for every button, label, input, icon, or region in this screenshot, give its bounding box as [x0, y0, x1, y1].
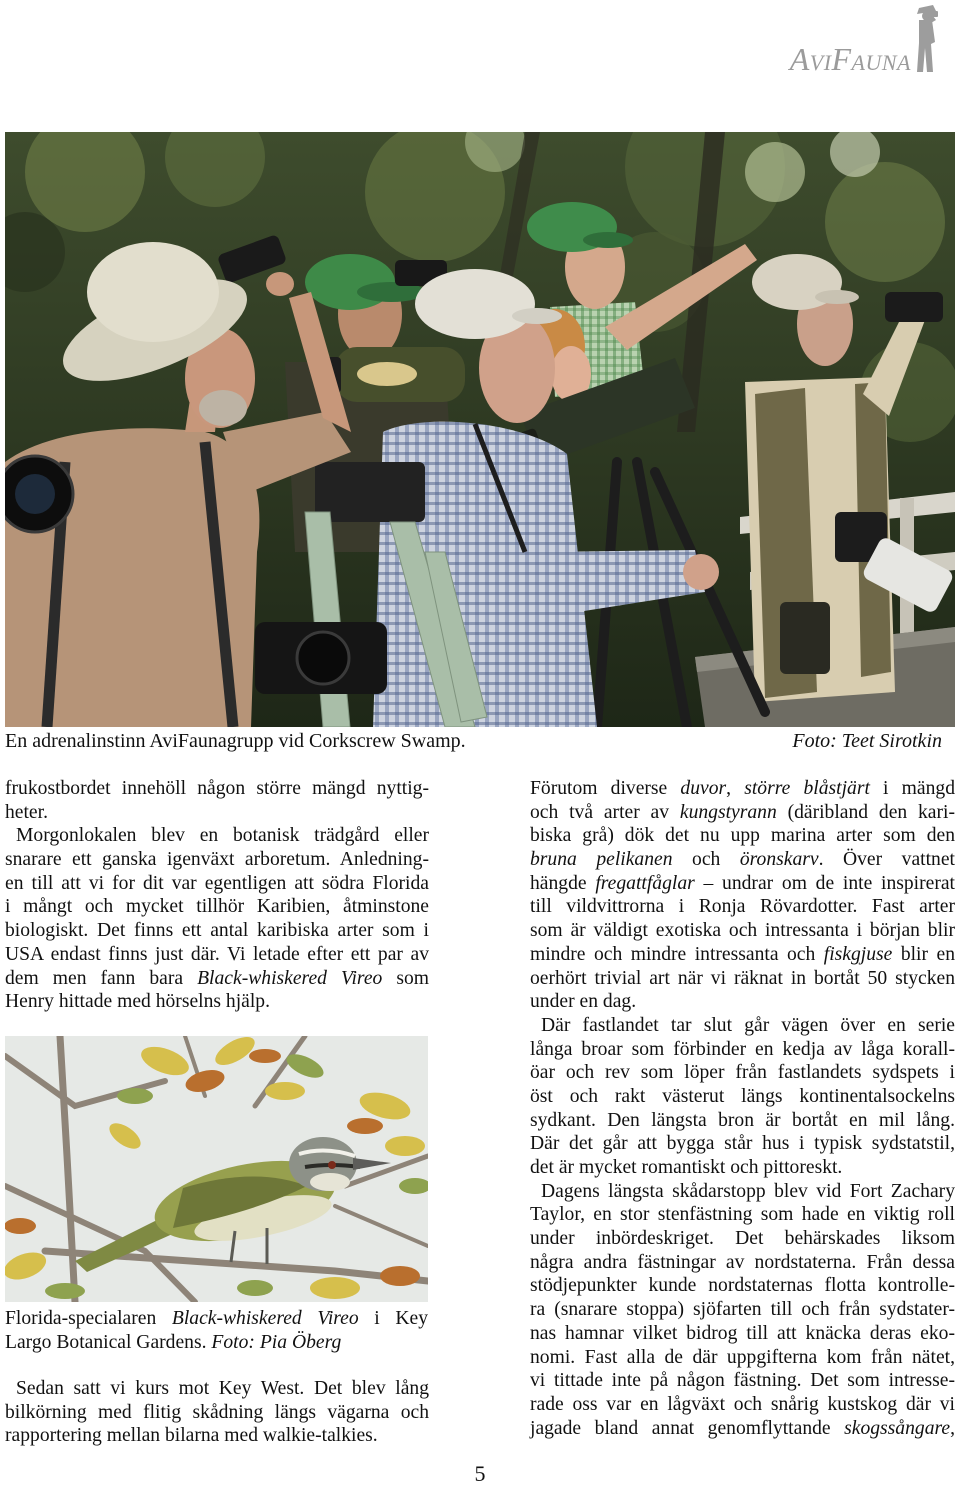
text-line	[5, 1331, 428, 1355]
text-line	[5, 919, 429, 943]
text-run: Där det går att bygga står hus i typisk sydstatstil,	[530, 1133, 955, 1155]
bucket-hat	[87, 242, 219, 342]
text-line	[530, 872, 955, 896]
text-line	[530, 1085, 955, 1109]
right-column	[530, 777, 955, 1440]
text-run: nomi. Fast alla de där uppgifterna kom från nätet,	[530, 1346, 955, 1368]
text-run: en till att vi for dit var egentligen att södra Florida	[5, 872, 429, 894]
text-line	[530, 1369, 955, 1393]
text-line	[5, 824, 429, 848]
paragraph	[5, 777, 429, 824]
text-run: Sedan satt vi kurs mot Key West. Det blev lång	[16, 1378, 429, 1399]
text-line	[5, 801, 429, 825]
paragraph	[5, 1377, 429, 1448]
text-line	[530, 1251, 955, 1275]
text-line	[5, 1307, 428, 1331]
text-run: rapportering mellan bilarna med walkie-talkies.	[5, 1425, 378, 1447]
text-line	[5, 967, 429, 991]
text-line	[530, 1274, 955, 1298]
text-line	[530, 1227, 955, 1251]
text-run: som	[382, 967, 429, 989]
text-run: jagade bland annat genomflyttande	[530, 1417, 845, 1439]
text-line	[530, 824, 955, 848]
text-run: (däribland den kari-	[776, 801, 955, 823]
text-run: Largo Botanical Gardens.	[5, 1331, 212, 1353]
text-run: Taylor, en stor stenfästning som hade en viktig roll	[530, 1204, 955, 1226]
text-run: Morgonlokalen blev en botanisk trädgård eller	[16, 825, 429, 847]
text-run: vi tittade inte på någon fästning. Det som intresse-	[530, 1370, 955, 1392]
paragraph	[530, 777, 955, 1014]
text-line	[5, 872, 429, 896]
text-line	[530, 1156, 955, 1180]
text-run: sydkant. Den längsta bron är bortåt en mil lång.	[530, 1109, 955, 1131]
text-run: – undrar om de inte inspirerat	[694, 872, 956, 894]
text-run: det är mycket romantiskt och pittoreskt.	[530, 1157, 843, 1178]
italic-text-run: fregattfåglar	[595, 872, 695, 894]
italic-text-run: fiskgjuse	[823, 943, 893, 965]
eye	[328, 1161, 336, 1169]
text-run: några andra fästningar av nordstaterna. Från dessa	[530, 1251, 955, 1273]
text-run: ra (snarare stoppa) sjöfarten till och från sydstater-	[530, 1299, 955, 1321]
text-line	[530, 1038, 955, 1062]
white-cap	[415, 269, 535, 339]
text-line	[530, 1417, 955, 1441]
text-run: i mångt och mycket tillhör Karibien, åtminstone	[5, 896, 429, 918]
text-line	[5, 990, 429, 1014]
text-run: under en dag.	[530, 991, 637, 1013]
paragraph	[530, 1180, 955, 1441]
text-run: långa broar som förbinder en kedja av låga korall-	[530, 1038, 955, 1060]
text-run: Där fastlandet tar slut går vägen över en serie	[541, 1014, 955, 1036]
beard	[199, 390, 247, 426]
text-line	[530, 848, 955, 872]
text-run: Förutom diverse	[530, 778, 681, 799]
text-run: heter.	[5, 801, 48, 823]
text-run: biologiskt. Det finns ett antal karibiska arter som i	[5, 920, 429, 942]
text-line	[530, 943, 955, 967]
left-column	[5, 777, 429, 1014]
italic-text-run: skogssångare	[844, 1417, 951, 1439]
text-run: Henry hittade med hörselns hjälp.	[5, 991, 270, 1013]
text-run: öst och rakt västerut längs kontinentalsockelns	[530, 1085, 955, 1107]
birdwatchers-group-photo	[5, 132, 955, 727]
text-line	[530, 777, 955, 801]
text-run: mindre och mindre intressanta och	[530, 943, 824, 965]
text-line	[530, 801, 955, 825]
text-run: Florida-specialaren	[5, 1308, 172, 1329]
text-run: dem men fann bara	[5, 967, 198, 989]
text-run: som är väldigt exotiska och intressanta i början blir	[530, 920, 955, 942]
text-run: USA endast finns just där. Vi letade efter ett par av	[5, 943, 429, 965]
left-column-bottom	[5, 1377, 429, 1448]
paragraph	[530, 1014, 955, 1180]
logo-wordmark: AviFauna	[789, 41, 911, 77]
text-line	[5, 777, 429, 801]
text-line	[530, 1393, 955, 1417]
birdwatcher-icon	[910, 2, 948, 74]
photo-caption	[5, 730, 942, 754]
text-run: . Över vattnet	[818, 849, 955, 871]
italic-text-run: kungstyrann	[679, 801, 777, 823]
text-line	[5, 1377, 429, 1401]
text-line	[5, 895, 429, 919]
photo-credit: Foto: Teet Sirotkin	[792, 730, 942, 752]
binoculars	[885, 292, 943, 322]
text-line	[530, 1298, 955, 1322]
italic-text-run: bruna pelikanen	[530, 849, 673, 871]
text-run: ,	[726, 778, 745, 799]
text-line	[530, 1132, 955, 1156]
italic-text-run: Black-whiskered Vireo	[197, 967, 383, 989]
text-line	[530, 990, 955, 1014]
page-number: 5	[474, 1461, 486, 1486]
text-run: nas hamnar vilket bidrog till att knäcka deras eko-	[530, 1322, 955, 1344]
text-line	[5, 943, 429, 967]
text-line	[530, 895, 955, 919]
text-run: öar och rev som löper från fastlandets sydspets i	[530, 1062, 955, 1084]
italic-text-run: duvor	[680, 778, 727, 799]
text-line	[530, 919, 955, 943]
text-run: och	[672, 849, 740, 871]
text-line	[5, 1424, 429, 1448]
hand	[683, 554, 719, 590]
text-line	[530, 1203, 955, 1227]
text-line	[5, 1401, 429, 1425]
text-run: i mängd	[869, 778, 956, 799]
text-line	[530, 1109, 955, 1133]
text-run: frukostbordet innehöll någon större mängd nyttig-	[5, 778, 429, 799]
caption-text: En adrenalinstinn AviFaunagrupp vid Corkscrew Swamp.	[5, 730, 466, 752]
text-run: under inbördeskriget. Det behärskades liksom	[530, 1228, 955, 1250]
text-line	[530, 1014, 955, 1038]
text-line	[530, 967, 955, 991]
text-run: hängde	[530, 872, 596, 894]
italic-text-run: större blåstjärt	[744, 778, 870, 799]
text-line	[530, 1322, 955, 1346]
text-line	[530, 1180, 955, 1204]
text-run: bilkörning med flitig skådning längs vägarna och	[5, 1401, 429, 1423]
text-line	[530, 1346, 955, 1370]
text-run: Dagens längsta skådarstopp blev vid Fort Zachary	[541, 1180, 955, 1202]
text-run: stödjepunkter kunde nordstaternas flotta kontrolle-	[530, 1275, 955, 1297]
italic-text-run: Black-whiskered Vireo	[171, 1308, 359, 1329]
text-run: rade oss var en lågväxt och snårig kustskog där vi	[530, 1393, 955, 1415]
caption-paragraph	[5, 1307, 428, 1354]
text-run: i Key	[358, 1308, 428, 1329]
text-line	[530, 1061, 955, 1085]
vireo-bird-photo	[5, 1036, 428, 1302]
italic-text-run: Foto: Pia Öberg	[211, 1331, 342, 1353]
text-run: och två arter av	[530, 801, 680, 823]
text-run: ,	[950, 1417, 955, 1439]
text-run: biska grå) dök det nu upp marina arter som den	[530, 825, 955, 847]
text-run: blir en	[892, 943, 955, 965]
italic-text-run: öronskarv	[739, 849, 819, 871]
bird-photo-caption	[5, 1307, 428, 1354]
text-run: snarare ett ganska igenväxt arboretum. Anledning-	[5, 849, 429, 871]
text-run: oerhört trivial art när vi räknat in bortåt 50 stycken	[530, 967, 955, 989]
paragraph	[5, 824, 429, 1014]
text-run: till vildvittrorna i Ronja Rövardotter. Fast arter	[530, 896, 955, 918]
pouch	[780, 602, 830, 674]
text-line	[5, 848, 429, 872]
